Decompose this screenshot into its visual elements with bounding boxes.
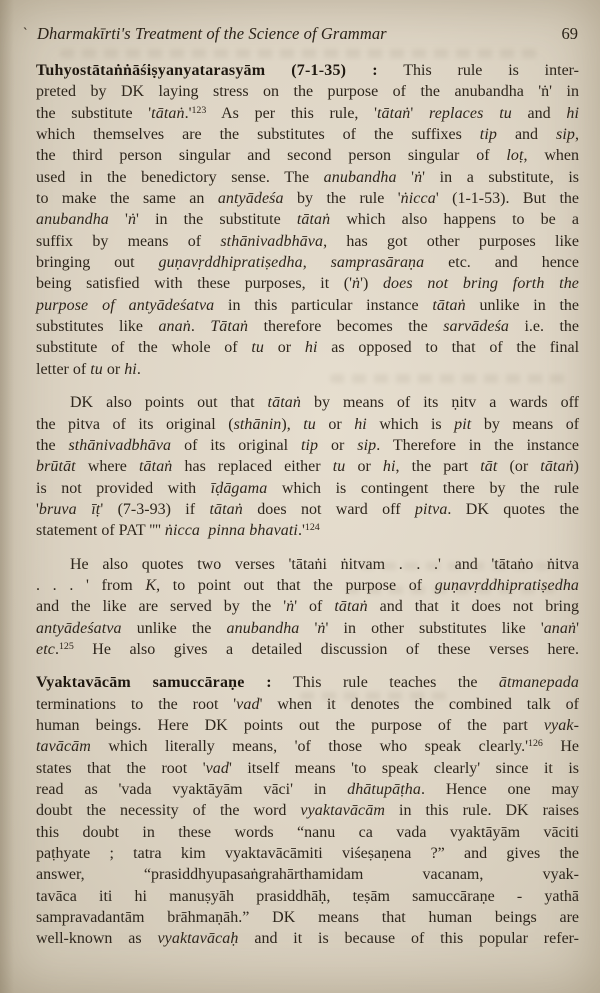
text-line: paṭhyate ; tatra kim vyaktavācāmiti viśeṣaṇena ?” and gives the (36, 845, 579, 863)
text-line: antyādeśatva unlike the anubandha 'ṅ' in other substitutes like 'anaṅ' (36, 619, 579, 637)
text-line: suffix by means of sthānivadbhāva, has got other purposes like (36, 232, 579, 250)
text-line: terminations to the root 'vad' when it denotes the combined talk of (36, 695, 579, 713)
text-line: anubandha 'ṅ' in the substitute tātaṅ which also happens to be a (36, 211, 580, 229)
text-line: states that the root 'vad' itself means 'to speak clearly' since it is (36, 759, 579, 777)
paragraph-nitva-pitva (36, 392, 579, 541)
text-line: answer, “prasiddhyupasaṅgrahārthamidam vacanam, vyak- (36, 866, 579, 884)
text-block (36, 60, 579, 950)
text-line: which themselves are the substitutes of the suffixes tip and sip, (36, 126, 579, 144)
text-line: to make the same an antyādeśa by the rule 'ṅicca' (1-1-53). But the (36, 190, 579, 208)
text-line: the sthānivadbhāva of its original tip or sip. Therefore in the instance (36, 436, 579, 454)
bleed-through-ghost (60, 49, 540, 58)
text-line: being satisfied with these purposes, it ('ṅ') does not bring forth the (36, 275, 580, 293)
text-line: the third person singular and second person singular of loṭ, when (36, 147, 580, 165)
scan-corner-mark: ` (20, 25, 29, 43)
text-line: tavāca iti hi manuṣyāh prasiddhāḥ, teṣām samuccāraṇe - yathā (36, 887, 579, 905)
text-line: used in the benedictory sense. The anubandha 'ṅ' in a substitute, is (36, 168, 579, 186)
text-line: human beings. Here DK points out the purpose of the part vyak- (36, 716, 579, 734)
text-line: 'bruva īṭ' (7-3-93) if tātaṅ does not ward off pitva. DK quotes the (36, 500, 580, 518)
text-line: preted by DK laying stress on the purpose of the anubandha 'ṅ' in (36, 83, 579, 101)
text-line: doubt the necessity of the word vyaktavācām in this rule. DK raises (36, 802, 579, 820)
text-line: Vyaktavācām samuccāraṇe : This rule teaches the ātmanepada (36, 674, 580, 692)
text-line: brūtāt where tātaṅ has replaced either tu or hi, the part tāt (or tātaṅ) (36, 458, 579, 476)
text-line: well-known as vyaktavācaḥ and it is because of this popular refer- (36, 930, 579, 948)
text-line: bringing out guṇavṛddhipratiṣedha, samprasāraṇa etc. and hence (36, 254, 580, 272)
text-line: purpose of antyādeśatva in this particular instance tātaṅ unlike in the (36, 296, 580, 314)
paragraph-rule-7-1-35 (36, 60, 579, 380)
text-line: . . . ' from K, to point out that the purpose of guṇavṛddhipratiṣedha (36, 576, 580, 594)
running-header-title: Dharmakīrti's Treatment of the Science of Grammar (37, 24, 387, 43)
text-line: sampravadantām brāhmaṇāh.” DK means that human beings are (36, 909, 579, 927)
text-line: He also quotes two verses 'tātaṅi ṅitvam . . .' and 'tātaṅo ṅitva (70, 555, 579, 573)
page-number: 69 (561, 24, 578, 43)
text-line: substitutes like anaṅ. Tātaṅ therefore becomes the sarvādeśa i.e. the (36, 318, 580, 336)
page-edge-shadow (0, 0, 14, 993)
text-line: letter of tu or hi. (36, 360, 141, 378)
text-line: and the like are served by the 'ṅ' of tātaṅ and that it does not bring (36, 598, 580, 616)
text-line: Tuhyostātaṅṅāśiṣyanyatarasyām (7-1-35) : This rule is inter- (36, 62, 580, 79)
text-line: etc.$^{125}$ He also gives a detailed discussion of these verses here. (36, 640, 579, 658)
text-line: tavācām which literally means, 'of those who speak $clearly.'^{126}$ He (36, 738, 579, 756)
paragraph-two-verses (36, 554, 579, 661)
text-line: statement of PAT '''' ṅicca pinna $bhavati.'^{124}$ (36, 522, 320, 540)
text-line: the pitva of its original (sthānin), tu or hi which is pit by means of (36, 415, 580, 433)
text-line: is not provided with īḍāgama which is contingent there by the rule (36, 479, 579, 497)
paragraph-vyaktavacam-samuccarane (36, 672, 579, 949)
running-header (37, 24, 578, 44)
text-line: DK also points out that tātaṅ by means of its ṇitv a wards off (70, 394, 580, 412)
text-line: this doubt in these words “nanu ca vada vyaktāyām vāciti (36, 823, 579, 841)
text-line: substitute of the whole of tu or hi as opposed to that of the final (36, 339, 580, 357)
text-line: the substitute '$tātaṅ.'^{123}$ As per this rule, 'tātaṅ' replaces tu and hi (36, 104, 580, 122)
text-line: read as 'vada vyaktāyām vāci' in dhātupāṭha. Hence one may (36, 781, 579, 798)
